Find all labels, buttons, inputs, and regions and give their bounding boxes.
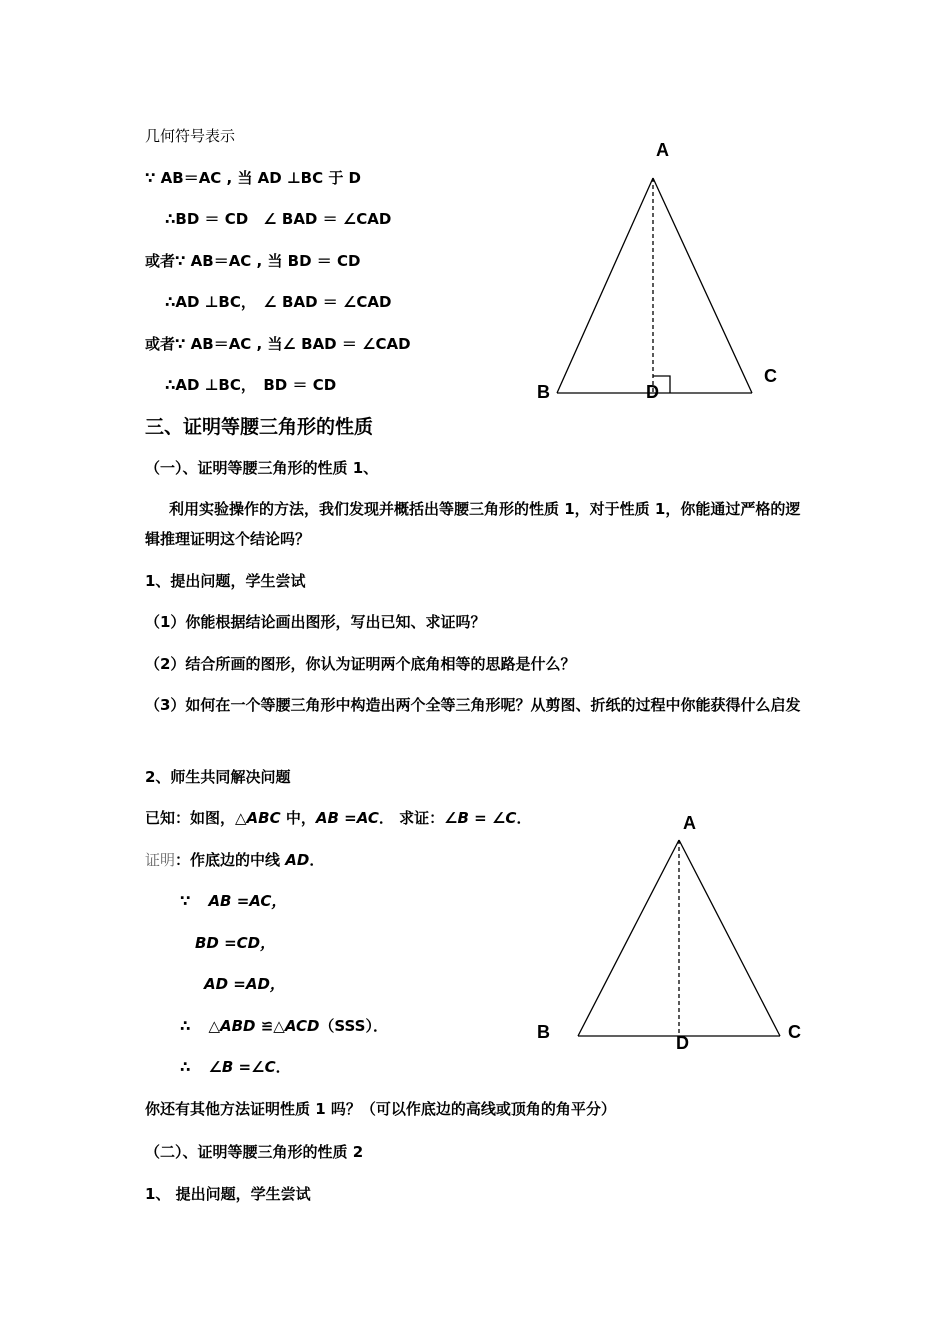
question-1: （1）你能根据结论画出图形，写出已知、求证吗？ bbox=[145, 613, 486, 631]
proof-step-3: AD =AD， bbox=[204, 975, 285, 993]
other-methods-question: 你还有其他方法证明性质 1 吗？（可以作底边的高线或顶角的角平分） bbox=[145, 1100, 616, 1118]
question-2: （2）结合所画的图形，你认为证明两个底角相等的思路是什么？ bbox=[145, 655, 576, 673]
fig2-label-a: A bbox=[683, 813, 696, 833]
step-2-title: 2、师生共同解决问题 bbox=[145, 768, 291, 786]
subsection-2-title: （二）、证明等腰三角形的性质 2 bbox=[145, 1143, 364, 1161]
fig2-side-ac bbox=[679, 840, 780, 1036]
step-1-title: 1、提出问题，学生尝试 bbox=[145, 572, 306, 590]
fig1-label-a: A bbox=[656, 140, 669, 160]
fig2-label-c: C bbox=[788, 1022, 801, 1042]
proof-step-5: ∴ ∠B =∠C． bbox=[180, 1058, 291, 1076]
fig1-side-ac bbox=[653, 178, 752, 393]
proof-step-2: BD =CD， bbox=[195, 934, 276, 952]
symbol-line-4: ∴AD ⊥BC， ∠ BAD ＝ ∠CAD bbox=[165, 293, 392, 311]
intro-paragraph: 利用实验操作的方法，我们发现并概括出等腰三角形的性质 1，对于性质 1，你能通过严格的逻辑推理证明这个结论吗？ bbox=[145, 500, 801, 548]
question-3: （3）如何在一个等腰三角形中构造出两个全等三角形呢？从剪图、折纸的过程中你能获得什么启发 bbox=[145, 696, 801, 714]
fig2-label-d: D bbox=[676, 1033, 689, 1053]
fig1-label-d: D bbox=[646, 382, 659, 402]
symbol-line-5: 或者∵ AB＝AC , 当∠ BAD ＝ ∠CAD bbox=[145, 335, 411, 353]
section-heading: 三、证明等腰三角形的性质 bbox=[145, 416, 374, 438]
fig2-side-ab bbox=[578, 840, 679, 1036]
symbol-title: 几何符号表示 bbox=[145, 127, 236, 145]
proof-step-4: ∴ △ABD ≌△ACD（SSS）． bbox=[180, 1017, 388, 1035]
symbol-line-3: 或者∵ AB＝AC , 当 BD ＝ CD bbox=[145, 252, 361, 270]
fig1-label-c: C bbox=[764, 366, 777, 386]
fig1-side-ab bbox=[557, 178, 653, 393]
fig1-label-b: B bbox=[537, 382, 550, 402]
symbol-line-6: ∴AD ⊥BC， BD ＝ CD bbox=[165, 376, 337, 394]
proof-intro: 证明：作底边的中线 AD． bbox=[145, 851, 325, 869]
fig2-label-b: B bbox=[537, 1022, 550, 1042]
symbol-line-2: ∴BD ＝ CD ∠ BAD ＝ ∠CAD bbox=[165, 210, 392, 228]
step-1b-title: 1、 提出问题，学生尝试 bbox=[145, 1185, 311, 1203]
given-statement: 已知：如图，△ABC 中，AB =AC． 求证：∠B = ∠C． bbox=[145, 809, 532, 827]
subsection-1-title: （一）、证明等腰三角形的性质 1、 bbox=[145, 459, 379, 477]
proof-step-1: ∵ AB =AC， bbox=[180, 892, 287, 910]
symbol-line-1: ∵ AB＝AC , 当 AD ⊥BC 于 D bbox=[145, 169, 362, 187]
